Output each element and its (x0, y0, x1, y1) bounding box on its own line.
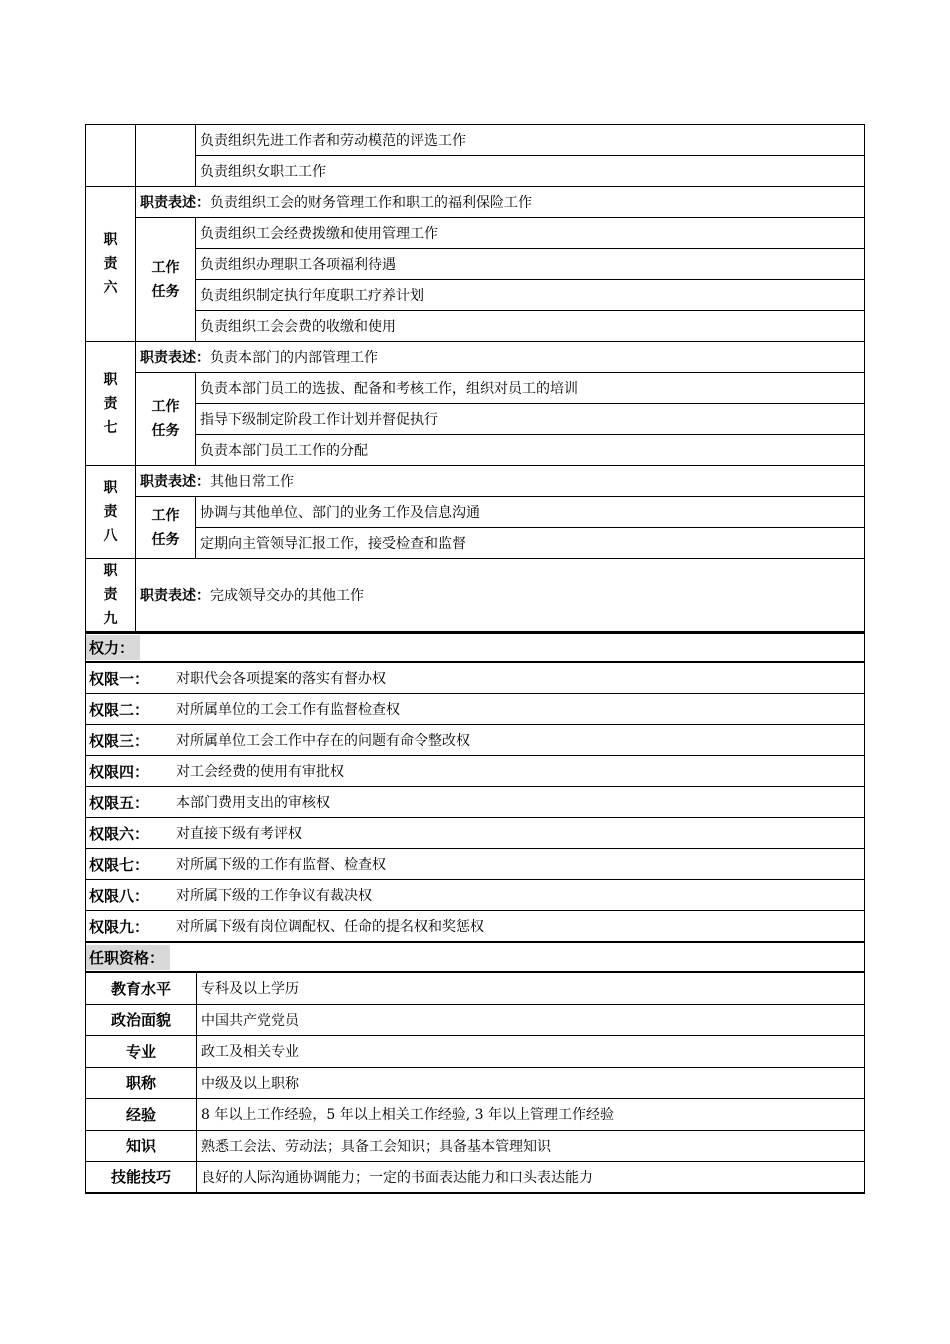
duty-label-7: 职 责 七 (86, 342, 136, 466)
task-label: 工作 任务 (136, 218, 196, 342)
duties-table (85, 124, 865, 632)
task-item: 负责本部门员工工作的分配 (196, 435, 865, 466)
table-row (86, 311, 865, 342)
duty-statement: 职责表述：完成领导交办的其他工作 (136, 559, 865, 632)
task-label: 工作 任务 (136, 497, 196, 559)
task-item: 定期向主管领导汇报工作，接受检查和监督 (196, 528, 865, 559)
table-row (86, 559, 865, 632)
table-row (86, 187, 865, 218)
qualification-row: 专业 政工及相关专业 (85, 1036, 865, 1068)
qualification-row: 知识 熟悉工会法、劳动法；具备工会知识；具备基本管理知识 (85, 1131, 865, 1163)
power-item: 权限六： 对直接下级有考评权 (85, 818, 865, 849)
task-label: 工作 任务 (136, 373, 196, 466)
table-row (86, 125, 865, 156)
table-row (86, 280, 865, 311)
table-row (86, 218, 865, 249)
duty-label-8: 职 责 八 (86, 466, 136, 559)
table-row (86, 342, 865, 373)
power-item: 权限五： 本部门费用支出的审核权 (85, 787, 865, 818)
power-item: 权限七： 对所属下级的工作有监督、检查权 (85, 849, 865, 880)
table-row (86, 249, 865, 280)
table-row (86, 373, 865, 404)
power-item: 权限九： 对所属下级有岗位调配权、任命的提名权和奖惩权 (85, 911, 865, 942)
task-item: 协调与其他单位、部门的业务工作及信息沟通 (196, 497, 865, 528)
job-description-sheet (85, 124, 865, 1194)
duty-label-9: 职 责 九 (86, 559, 136, 632)
task-item: 负责组织工会会费的收缴和使用 (196, 311, 865, 342)
table-row (86, 404, 865, 435)
qualification-row: 政治面貌 中国共产党党员 (85, 1005, 865, 1037)
qualification-row: 职称 中级及以上职称 (85, 1068, 865, 1100)
duty-statement: 职责表述：负责本部门的内部管理工作 (136, 342, 865, 373)
qualification-row: 技能技巧 良好的人际沟通协调能力；一定的书面表达能力和口头表达能力 (85, 1162, 865, 1194)
task-item: 指导下级制定阶段工作计划并督促执行 (196, 404, 865, 435)
task-item: 负责组织先进工作者和劳动模范的评选工作 (196, 125, 865, 156)
table-row (86, 156, 865, 187)
table-row (86, 466, 865, 497)
task-item: 负责组织工会经费拨缴和使用管理工作 (196, 218, 865, 249)
task-item: 负责组织女职工工作 (196, 156, 865, 187)
qualification-row: 经验 8 年以上工作经验，5 年以上相关工作经验, 3 年以上管理工作经验 (85, 1099, 865, 1131)
duty-label-cell (86, 125, 136, 187)
duty-statement: 职责表述：负责组织工会的财务管理工作和职工的福利保险工作 (136, 187, 865, 218)
power-item: 权限二： 对所属单位的工会工作有监督检查权 (85, 694, 865, 725)
power-item: 权限四： 对工会经费的使用有审批权 (85, 756, 865, 787)
task-item: 负责组织制定执行年度职工疗养计划 (196, 280, 865, 311)
power-heading: 权力： (85, 632, 865, 663)
duty-label-6: 职 责 六 (86, 187, 136, 342)
power-item: 权限三： 对所属单位工会工作中存在的问题有命令整改权 (85, 725, 865, 756)
qualification-row: 教育水平 专科及以上学历 (85, 973, 865, 1005)
duty-statement: 职责表述：其他日常工作 (136, 466, 865, 497)
table-row (86, 497, 865, 528)
task-item: 负责组织办理职工各项福利待遇 (196, 249, 865, 280)
table-row (86, 528, 865, 559)
task-item: 负责本部门员工的选拔、配备和考核工作，组织对员工的培训 (196, 373, 865, 404)
power-item: 权限八： 对所属下级的工作争议有裁决权 (85, 880, 865, 911)
task-label-cell (136, 125, 196, 187)
qualification-heading: 任职资格： (85, 942, 865, 973)
power-item: 权限一： 对职代会各项提案的落实有督办权 (85, 663, 865, 694)
table-row (86, 435, 865, 466)
